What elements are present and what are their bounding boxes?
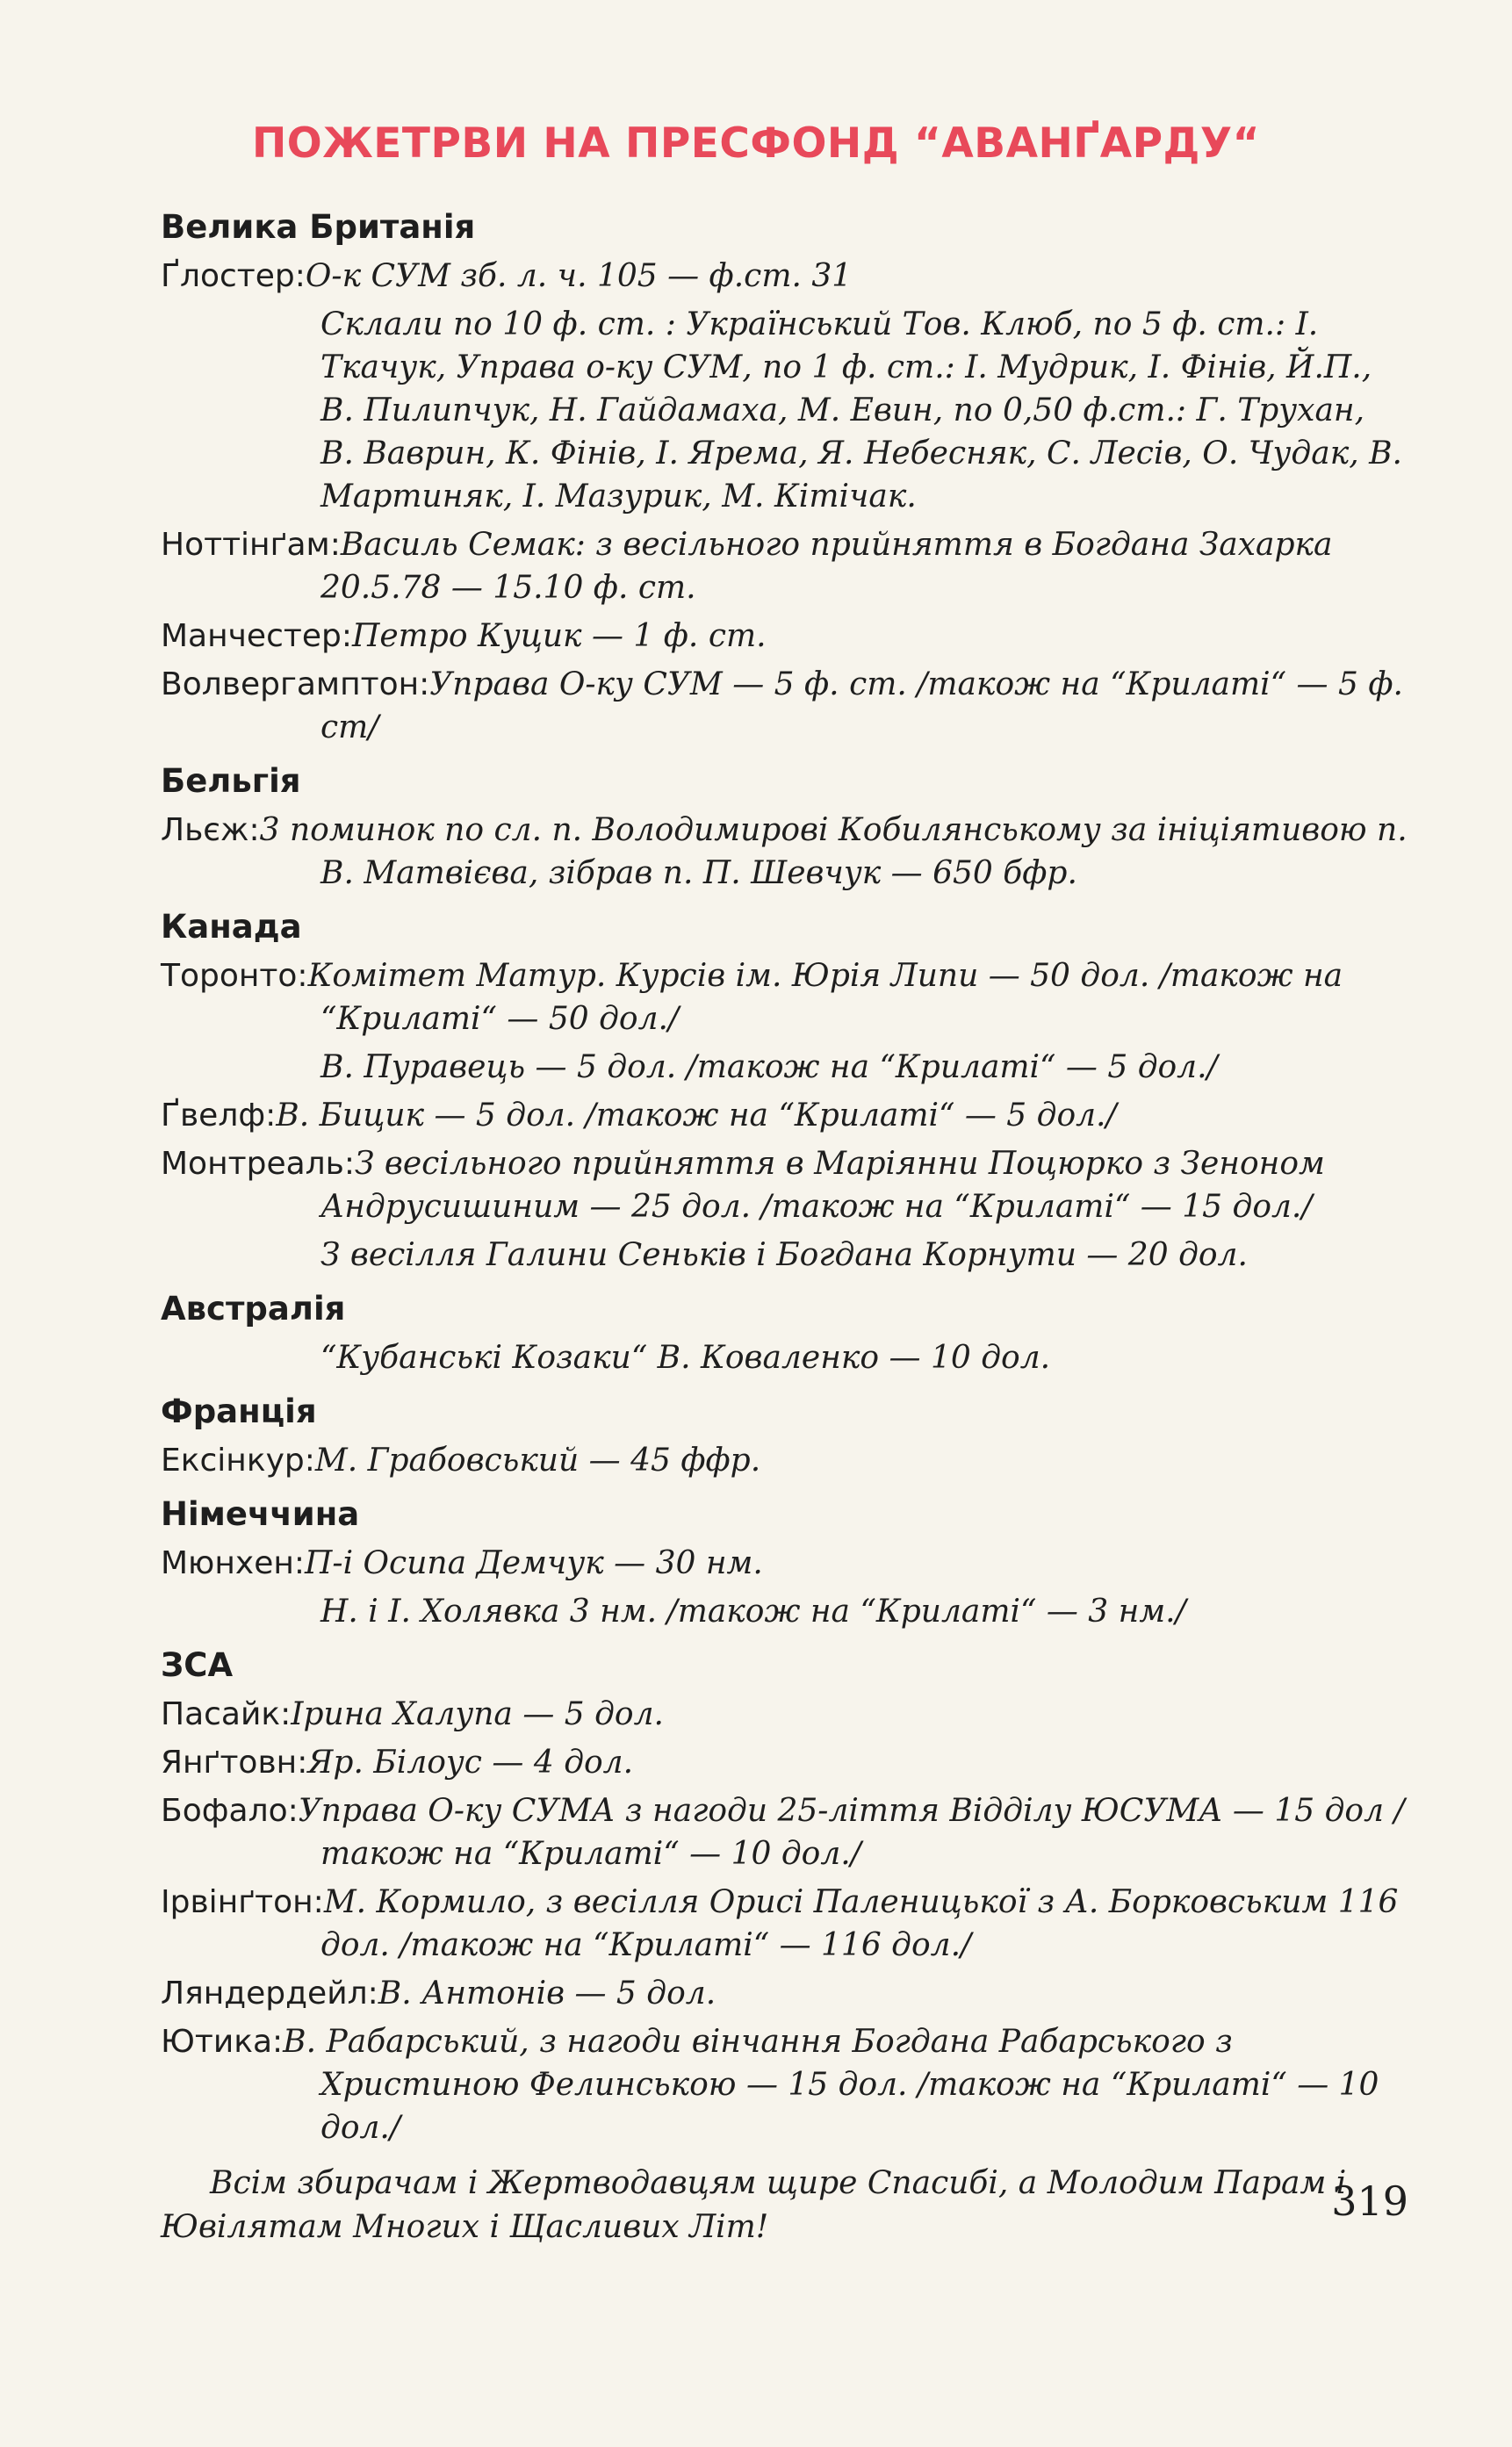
donation-entry: [161, 1741, 1408, 1784]
donation-text: М. Грабовський — 45 ффр.: [314, 1443, 761, 1479]
donation-text: Склали по 10 ф. ст. : Український Тов. Клюб, по 5 ф. ст.: І. Ткачук, Управа о-ку СУМ, по 1 ф. ст.: І. Мудрик, І. Фінів, Й.П., В. Пилипчук, Н. Гайдамаха, М. Евин, по 0,50 ф.ст.: Г. Трухан, В. Ваврин, К. Фінів, І. Ярема, Я. Небесняк, С. Лесів, О. Чудак, В. Мартиняк, І. Мазурик, М. Кітічак.: [320, 306, 1402, 515]
donation-list: [161, 195, 1408, 2249]
country-heading: ЗСА: [161, 1646, 234, 1684]
donation-entry: [161, 2020, 1408, 2149]
city-label: Бофало:: [161, 1793, 299, 1829]
donation-entry: [161, 523, 1408, 609]
page-title: ПОЖЕТРВИ НА ПРЕСФОНД “АВАНҐАРДУ“: [251, 119, 1261, 168]
city-label: Манчестер:: [161, 618, 352, 654]
donation-entry: [161, 954, 1408, 1040]
city-label: Ютика:: [161, 2024, 284, 2060]
donation-text: В. Пуравець — 5 дол. /також на “Крилаті“ — 5 дол./: [320, 1049, 1218, 1085]
city-label: Волвергамптон:: [161, 666, 430, 702]
city-label: Льєж:: [161, 812, 260, 848]
donation-entry: [161, 1046, 1408, 1089]
city-label: Торонто:: [161, 958, 308, 994]
donation-text: Управа О-ку СУМА з нагоди 25-ліття Відділу ЮСУМА — 15 дол /також на “Крилаті“ — 10 дол./: [298, 1793, 1405, 1872]
donation-text: З весільного прийняття в Маріянни Поцюрко з Зеноном Андрусишиним — 25 дол. /також на “Крилаті“ — 15 дол./: [320, 1146, 1325, 1225]
donation-entry: [161, 1881, 1408, 1967]
donation-entry: [161, 1542, 1408, 1585]
donation-text: “Кубанські Козаки“ В. Коваленко — 10 дол.: [320, 1340, 1051, 1376]
donation-text: Василь Семак: з весільного прийняття в Богдана Захарка 20.5.78 — 15.10 ф. ст.: [320, 527, 1333, 606]
donation-text: Петро Куцик — 1 ф. ст.: [351, 618, 767, 654]
donation-entry: [161, 1590, 1408, 1633]
donation-text: В. Рабарський, з нагоди вінчання Богдана Рабарського з Христиною Фелинською — 15 дол. /також на “Крилаті“ — 10 дол./: [283, 2024, 1379, 2146]
donation-text: Управа О-ку СУМ — 5 ф. ст. /також на “Крилаті“ — 5 ф. ст/: [320, 666, 1403, 745]
donation-entry: [161, 303, 1408, 518]
country-heading: Австралія: [161, 1290, 346, 1328]
country-heading: Франція: [161, 1393, 317, 1430]
city-label: Монтреаль:: [161, 1146, 356, 1182]
donation-entry: [161, 1094, 1408, 1137]
city-label: Ґвелф:: [161, 1098, 277, 1134]
donation-text: Комітет Матур. Курсів ім. Юрія Липи — 50 дол. /також на “Крилаті“ — 50 дол./: [307, 958, 1343, 1037]
donation-text: М. Кормило, з весілля Орисі Паленицької з А. Борковським 116 дол. /також на “Крилаті“ — 116 дол./: [320, 1884, 1399, 1963]
page-number: 319: [1331, 2177, 1408, 2225]
closing-note: Всім збирачам і Жертводавцям щире Спасибі, а Молодим Парам і Ювілятам Многих і Щасливих Літ!: [161, 2165, 1347, 2245]
donation-entry: [161, 1693, 1408, 1736]
donation-text: Ірина Халупа — 5 дол.: [291, 1696, 664, 1732]
donation-entry: [161, 255, 1408, 298]
city-label: Янґтовн:: [161, 1745, 308, 1781]
donation-text: В. Антонів — 5 дол.: [378, 1976, 716, 2012]
donation-entry: [161, 1972, 1408, 2015]
donation-text: О-к СУМ зб. л. ч. 105 — ф.ст. 31: [305, 258, 853, 294]
donation-entry: [161, 1789, 1408, 1875]
city-label: Ірвінґтон:: [161, 1884, 324, 1920]
city-label: Ґлостер:: [161, 258, 306, 294]
city-label: Ноттінґам:: [161, 527, 341, 563]
donation-text: 3 поминок по сл. п. Володимирові Кобилянському за ініціятивою п. В. Матвієва, зібрав п. П. Шевчук — 650 бфр.: [259, 812, 1408, 891]
donation-entry: [161, 1234, 1408, 1277]
donation-entry: [161, 663, 1408, 749]
city-label: Мюнхен:: [161, 1545, 306, 1581]
donation-text: Н. і І. Холявка 3 нм. /також на “Крилаті“ — 3 нм./: [320, 1594, 1186, 1630]
donation-entry: [161, 1439, 1408, 1482]
donation-entry: [161, 615, 1408, 658]
country-heading: Бельгія: [161, 762, 301, 800]
donation-entry: [161, 809, 1408, 895]
donation-text: В. Бицик — 5 дол. /також на “Крилаті“ — 5 дол./: [276, 1098, 1117, 1134]
country-heading: Велика Бритaнія: [161, 208, 476, 246]
donation-entry: [161, 1336, 1408, 1379]
country-heading: Німеччина: [161, 1495, 360, 1533]
donation-entry: [161, 1142, 1408, 1228]
city-label: Ляндердейл:: [161, 1976, 378, 2012]
city-label: Пасайк:: [161, 1696, 292, 1732]
city-label: Ексінкур:: [161, 1443, 315, 1479]
donation-text: З весілля Галини Сеньків і Богдана Корнути — 20 дол.: [320, 1237, 1248, 1273]
country-heading: Канада: [161, 908, 302, 946]
donation-text: Яр. Білоус — 4 дол.: [307, 1745, 634, 1781]
donation-text: П-і Осипа Демчук — 30 нм.: [305, 1545, 763, 1581]
